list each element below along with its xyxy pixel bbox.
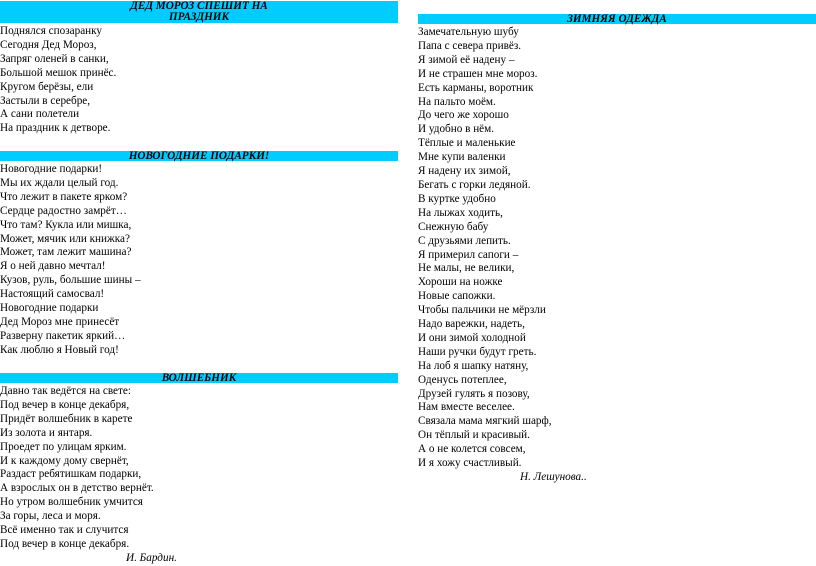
poem-lines: [418, 26, 816, 471]
poem-line: Папа с севера привёз.: [418, 39, 522, 52]
poem-line: Может, мячик или книжка?: [0, 232, 130, 245]
poem-line: Я надену их зимой,: [418, 165, 511, 178]
poem-line: Большой мешок принёс.: [0, 66, 117, 79]
poem-line: Замечательную шубу: [418, 26, 519, 38]
section-title-bar: НОВОГОДНИЕ ПОДАРКИ!: [0, 151, 398, 161]
poem-line: Бегать с горки ледяной.: [418, 178, 531, 191]
section-volshebnik: [0, 373, 398, 566]
poem-line: Тёплые и маленькие: [418, 137, 516, 150]
section-zimnyaya-odezhda: [418, 14, 816, 485]
section-title-bar: [0, 1, 398, 23]
poem-line: Может, там лежит машина?: [0, 246, 132, 259]
poem-line: Новогодние подарки: [0, 302, 99, 315]
poem-line: Хороши на ножке: [418, 276, 503, 289]
poem-line: Раздаст ребятишкам подарки,: [0, 468, 142, 481]
poem-line: На пальто моём.: [418, 95, 496, 108]
poem-line: И к каждому дому свернёт,: [0, 454, 129, 467]
poem-line: И я хожу счастливый.: [418, 457, 522, 470]
poem-line: Но утром волшебник умчится: [0, 496, 143, 509]
poem-line: Под вечер в конце декабря.: [0, 537, 130, 550]
poem-line: Под вечер в конце декабря,: [0, 398, 130, 411]
poem-line: До чего же хорошо: [418, 109, 509, 122]
poem-line: Проедет по улицам ярким.: [0, 440, 127, 453]
poem-line: Чтобы пальчики не мёрзли: [418, 304, 546, 317]
poem-line: А сани полетели: [0, 108, 80, 121]
poem-lines: [0, 25, 398, 136]
section-title-line-2: ПРАЗДНИК: [168, 11, 230, 23]
poem-line: И они зимой холодной: [418, 331, 526, 344]
poem-line: Мы их ждали целый год.: [0, 176, 119, 189]
poem-line: Мне купи валенки: [418, 151, 506, 164]
poem-line: В куртке удобно: [418, 192, 496, 205]
poem-line: На лоб я шапку натяну,: [418, 359, 529, 372]
poem-line: Надо варежки, надеть,: [418, 318, 525, 331]
poem-lines: [0, 385, 398, 552]
poem-line: Я о ней давно мечтал!: [0, 260, 106, 273]
poem-author: И. Бардин.: [126, 551, 177, 564]
poem-line: Всё именно так и случится: [0, 524, 129, 537]
poem-line: Настоящий самосвал!: [0, 288, 105, 301]
poem-line: Застыли в серебре,: [0, 94, 91, 107]
poem-line: Запряг оленей в санки,: [0, 52, 109, 65]
poem-line: Сегодня Дед Мороз,: [0, 38, 97, 51]
poem-line: Есть карманы, воротник: [418, 81, 534, 94]
poem-line: А о не колется совсем,: [418, 443, 526, 456]
poem-line: На праздник к детворе.: [0, 122, 111, 135]
section-title-bar: ЗИМНЯЯ ОДЕЖДА: [418, 14, 816, 24]
section-title-line-1: ДЕД МОРОЗ СПЕШИТ НА: [130, 0, 268, 12]
poem-line: На лыжах ходить,: [418, 206, 503, 219]
poem-line: Связала мама мягкий шарф,: [418, 415, 552, 428]
poem-line: Он тёплый и красивый.: [418, 429, 530, 442]
poem-line: За горы, леса и моря.: [0, 510, 101, 523]
poem-line: Как люблю я Новый год!: [0, 343, 119, 356]
poem-line: С друзьями лепить.: [418, 234, 511, 247]
poem-line: Не малы, не велики,: [418, 262, 515, 275]
poem-line: Давно так ведётся на свете:: [0, 385, 131, 397]
poem-line: Придёт волшебник в карете: [0, 412, 133, 425]
poem-line: Друзей гулять я позову,: [418, 387, 530, 400]
poem-lines: [0, 163, 398, 358]
poem-line: Поднялся спозаранку: [0, 25, 103, 37]
poem-line: Что лежит в пакете ярком?: [0, 190, 128, 203]
poem-line: Дед Мороз мне принесёт: [0, 315, 120, 328]
poem-line: И не страшен мне мороз.: [418, 67, 538, 80]
poem-line: Кругом берёзы, ели: [0, 80, 94, 93]
poem-line: Снежную бабу: [418, 220, 489, 233]
poem-line: Оденусь потеплее,: [418, 373, 507, 386]
poem-author: Н. Лешунова..: [520, 471, 587, 483]
poem-line: Что там? Кукла или мишка,: [0, 218, 132, 231]
section-title-bar: ВОЛШЕБНИК: [0, 373, 398, 383]
poem-line: Новогодние подарки!: [0, 163, 103, 175]
poem-line: Я примерил сапоги –: [418, 248, 519, 261]
poem-line: Разверну пакетик яркий…: [0, 329, 126, 342]
poem-line: Я зимой её надену –: [418, 53, 515, 66]
poem-line: Наши ручки будут греть.: [418, 345, 537, 358]
poem-line: Из золота и янтаря.: [0, 426, 93, 439]
poem-line: Новые сапожки.: [418, 290, 496, 303]
poem-line: Кузов, руль, большие шины –: [0, 274, 141, 287]
poem-line: И удобно в нём.: [418, 123, 495, 136]
poem-line: Сердце радостно замрёт…: [0, 204, 127, 217]
poem-line: А взрослых он в детство вернёт.: [0, 482, 154, 495]
section-novogodnie-podarki: [0, 151, 398, 358]
section-ded-moroz: [0, 1, 398, 136]
poem-line: Нам вместе веселее.: [418, 401, 515, 414]
